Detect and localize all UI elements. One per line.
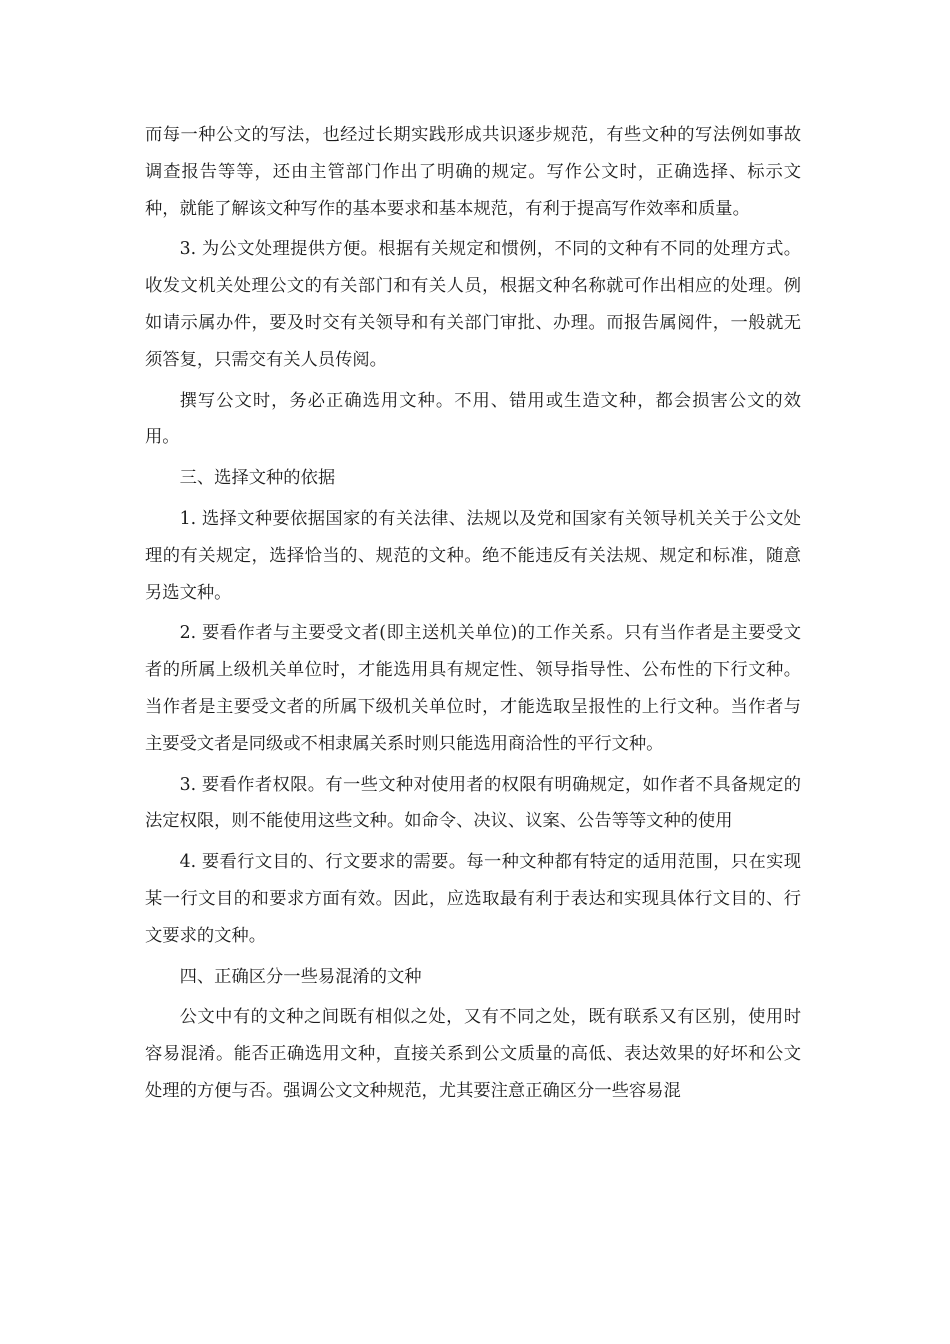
paragraph-basis-3: 3. 要看作者权限。有一些文种对使用者的权限有明确规定，如作者不具备规定的法定权限，则不能使用这些文种。如命令、决议、议案、公告等等文种的使用 — [145, 774, 801, 832]
paragraph-point-3-convenience: 3. 为公文处理提供方便。根据有关规定和惯例，不同的文种有不同的处理方式。收发文机关处理公文的有关部门和有关人员，根据文种名称就可作出相应的处理。例如请示属办件，要及时交有关领导和有关部门审批、办理。而报告属阅件，一般就无须答复，只需交有关人员传阅。 — [145, 239, 801, 370]
paragraph-basis-2: 2. 要看作者与主要受文者(即主送机关单位)的工作关系。只有当作者是主要受文者的所属上级机关单位时，才能选用具有规定性、领导指导性、公布性的下行文种。当作者是主要受文者的所属下级机关单位时，才能选取呈报性的上行文种。当作者与主要受文者是同级或不相隶属关系时则只能选用商洽性的平行文种。 — [145, 623, 801, 754]
paragraph-confusable-intro: 公文中有的文种之间既有相似之处，又有不同之处，既有联系又有区别，使用时容易混淆。能否正确选用文种，直接关系到公文质量的高低、表达效果的好坏和公文处理的方便与否。强调公文文种规范，尤其要注意正确区分一些容易混 — [145, 1007, 801, 1101]
paragraph-summary: 撰写公文时，务必正确选用文种。不用、错用或生造文种，都会损害公文的效用。 — [145, 390, 801, 448]
document-body — [145, 117, 801, 1114]
paragraph-basis-4: 4. 要看行文目的、行文要求的需要。每一种文种都有特定的适用范围，只在实现某一行文目的和要求方面有效。因此，应选取最有利于表达和实现具体行文目的、行文要求的文种。 — [145, 852, 801, 946]
section-heading-4: 四、正确区分一些易混淆的文种 — [179, 966, 422, 987]
paragraph-basis-1: 1. 选择文种要依据国家的有关法律、法规以及党和国家有关领导机关关于公文处理的有关规定，选择恰当的、规范的文种。绝不能违反有关法规、规定和标准，随意另选文种。 — [145, 508, 801, 603]
section-heading-3: 三、选择文种的依据 — [179, 468, 336, 489]
paragraph-continuation: 而每一种公文的写法，也经过长期实践形成共识逐步规范，有些文种的写法例如事故调查报告等等，还由主管部门作出了明确的规定。写作公文时，正确选择、标示文种，就能了解该文种写作的基本要求和基本规范，有利于提高写作效率和质量。 — [145, 125, 801, 219]
